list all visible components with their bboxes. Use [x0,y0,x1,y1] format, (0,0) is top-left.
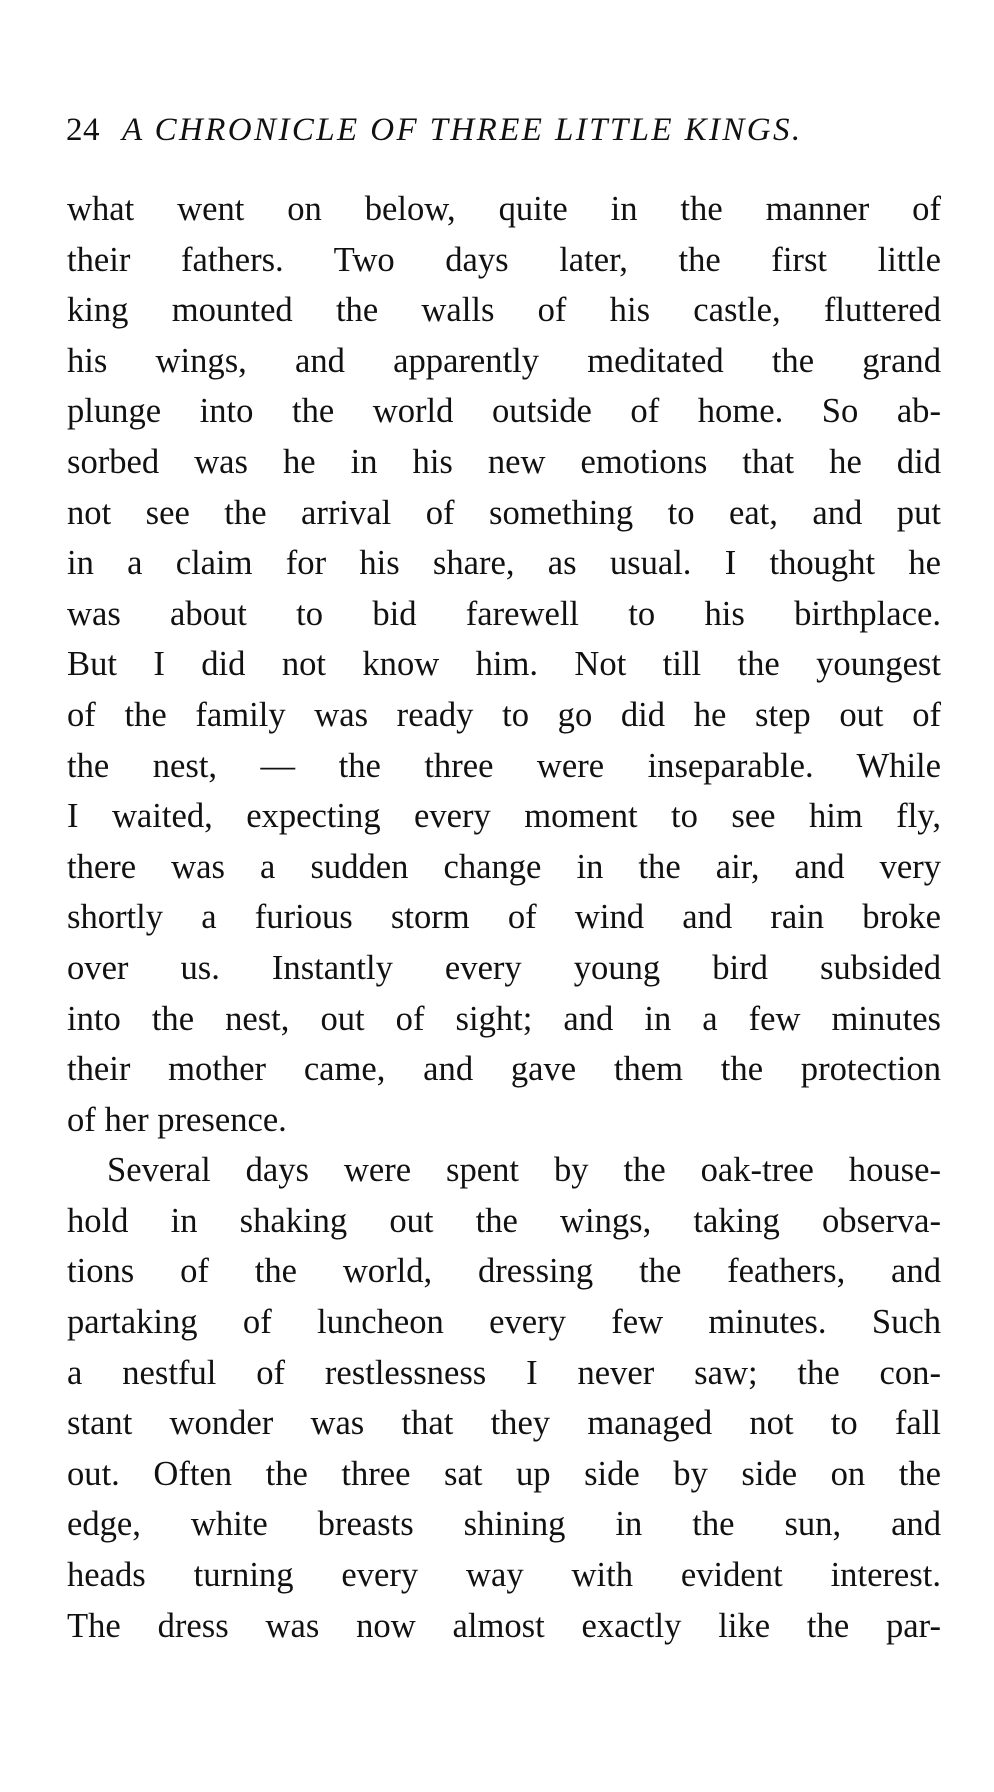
text-line: of her presence. [67,1100,287,1139]
text-line: his wings, and apparently meditated the grand [67,341,941,380]
running-title: A CHRONICLE OF THREE LITTLE KINGS. [122,112,803,148]
text-line: was about to bid farewell to his birthplace. [67,594,941,633]
text-line: what went on below, quite in the manner of [67,190,941,228]
text-line: of the family was ready to go did he step out of [67,695,941,734]
text-line: But I did not know him. Not till the youngest [67,645,941,684]
text-line: hold in shaking out the wings, taking observa- [67,1201,941,1240]
text-line: king mounted the walls of his castle, fluttered [67,291,941,330]
text-line: I waited, expecting every moment to see him fly, [67,797,941,836]
text-line: out. Often the three sat up side by side on the [67,1454,941,1493]
text-line: there was a sudden change in the air, and very [67,847,941,886]
text-line: edge, white breasts shining in the sun, and [67,1505,941,1544]
text-line: into the nest, out of sight; and in a few minutes [67,999,941,1038]
text-line: their mother came, and gave them the protection [67,1050,941,1089]
text-line: over us. Instantly every young bird subsided [67,948,941,987]
text-line: a nestful of restlessness I never saw; the con- [67,1353,941,1392]
text-line: the nest, — the three were inseparable. While [67,746,941,785]
page-header [66,108,946,152]
text-line: plunge into the world outside of home. So ab- [67,392,941,431]
text-line: heads turning every way with evident interest. [67,1556,941,1595]
page-number: 24 [66,112,100,148]
text-line: in a claim for his share, as usual. I thought he [67,544,941,583]
text-line: Several days were spent by the oak-tree house- [107,1151,941,1190]
text-line: The dress was now almost exactly like the par- [67,1606,941,1645]
text-line: shortly a furious storm of wind and rain broke [67,898,941,937]
body-text [67,184,941,1651]
text-line: not see the arrival of something to eat, and put [67,493,941,532]
text-line: their fathers. Two days later, the first little [67,240,941,279]
text-line: partaking of luncheon every few minutes. Such [67,1303,941,1342]
text-line: stant wonder was that they managed not to fall [67,1404,941,1443]
text-line: tions of the world, dressing the feathers, and [67,1252,941,1291]
text-line: sorbed was he in his new emotions that he did [67,442,941,481]
